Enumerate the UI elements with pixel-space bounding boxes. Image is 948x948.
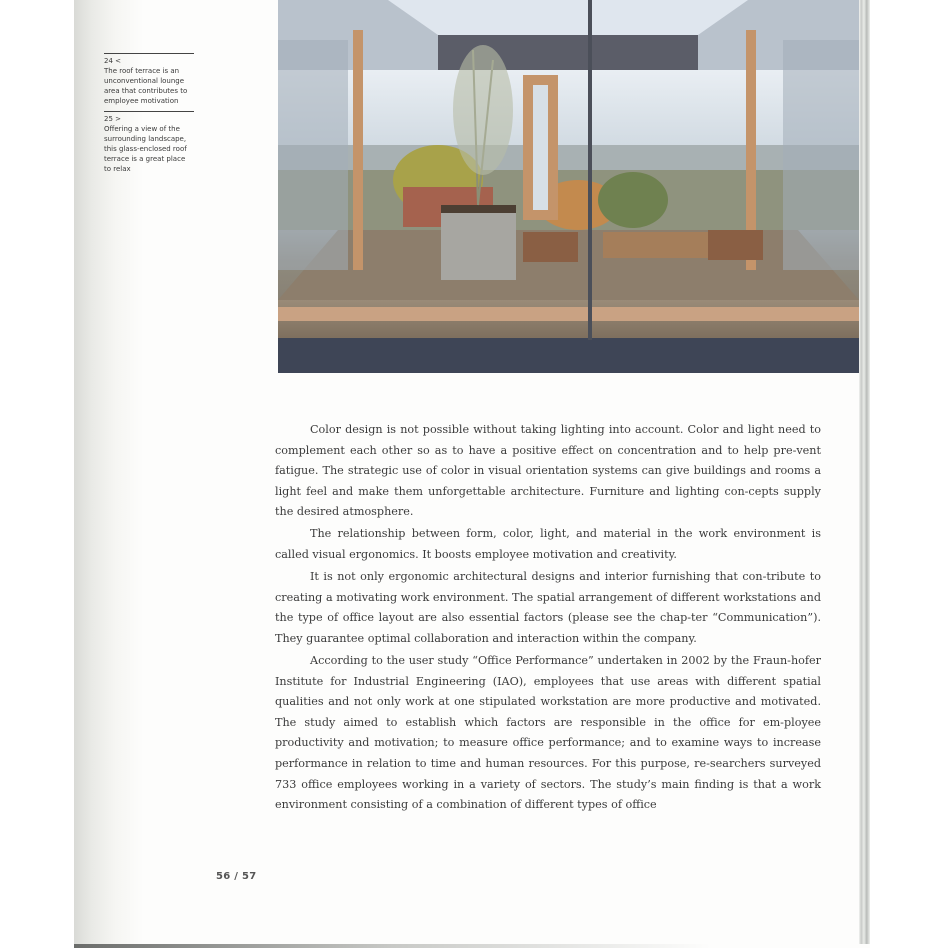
body-text (275, 420, 821, 816)
caption-text: The roof terrace is an unconventional lounge area that contributes to employee motivation (104, 67, 188, 105)
book-page (74, 0, 870, 948)
caption-text: Offering a view of the surrounding landscape, this glass-enclosed roof terrace is a great place to relax (104, 125, 187, 173)
caption-24 (104, 53, 194, 106)
paragraph: It is not only ergonomic architectural designs and interior furnishing that con-tribute to creating a motivating work environment. The spatial arrangement of different workstations and the type of office layout are also essential factors (please see the chap-ter “Communication”). They guarantee optimal collaboration and interaction within the company. (275, 570, 821, 645)
page-edge (859, 0, 870, 948)
paragraph: According to the user study “Office Performance” undertaken in 2002 by the Fraun-hofer Institute for Industrial Engineering (IAO), employees that use areas with different spatial qualities and not only work at one stipulated workstation are more productive and motivated. The study aimed to establish which factors are responsible in the office for em-ployee productivity and motivation; to measure office performance; and to examine ways to increase performance in relation to time and human resources. For this purpose, re-searchers surveyed 733 office employees working in a variety of sectors. The study’s main finding is that a work environment consisting of a combination of different types of office (275, 654, 821, 812)
photo-captions (104, 53, 194, 179)
caption-number: 24 < (104, 57, 121, 65)
bottom-shadow (74, 944, 870, 948)
photo-illustration (278, 0, 859, 373)
caption-25 (104, 111, 194, 174)
roof-terrace-photo (278, 0, 859, 373)
page-number: 56 / 57 (216, 871, 257, 882)
paragraph: The relationship between form, color, light, and material in the work environment is called visual ergonomics. It boosts employee motivation and creativity. (275, 527, 821, 562)
paragraph: Color design is not possible without taking lighting into account. Color and light need to complement each other so as to have a positive effect on concentration and to help pre-vent fatigue. The strategic use of color in visual orientation systems can give buildings and rooms a light feel and make them unforgettable architecture. Furniture and lighting con-cepts supply the desired atmosphere. (275, 423, 821, 519)
caption-number: 25 > (104, 115, 121, 123)
